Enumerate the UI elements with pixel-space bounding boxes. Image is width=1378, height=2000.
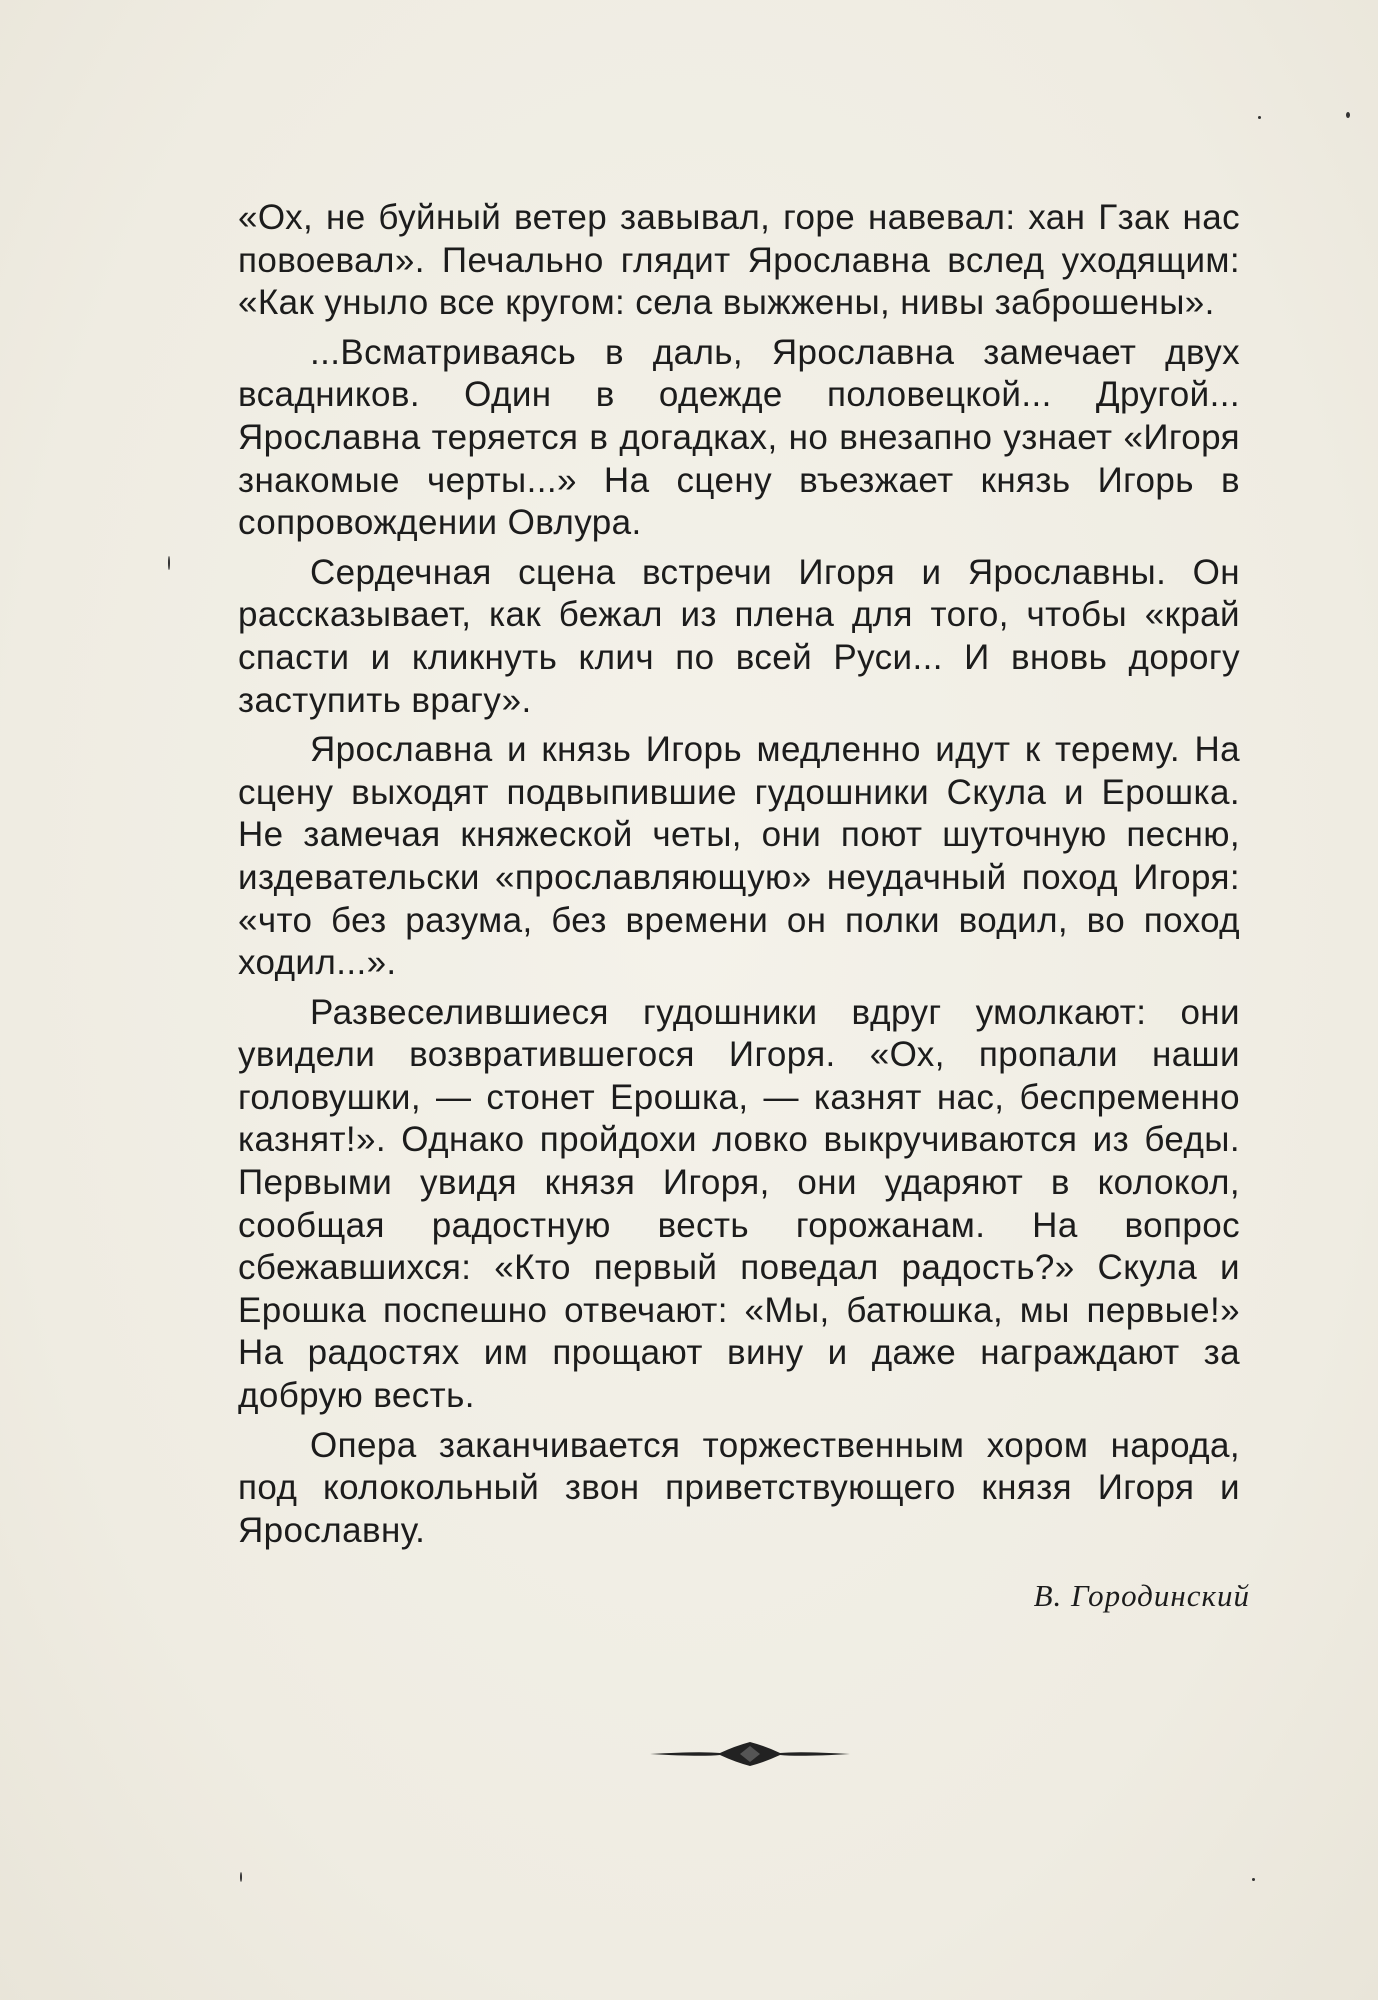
paragraph-6: Опера заканчивается торжественным хором народа, под колокольный звон приветствующего князя Игоря и Ярославну. [238,1425,1240,1550]
speck [1252,1878,1255,1881]
paragraph-3: Сердечная сцена встречи Игоря и Ярославны. Он рассказывает, как бежал из плена для того, чтобы «край спасти и кликнуть клич по всей Руси... И вновь дорогу заступить врагу». [238,552,1240,720]
speck [240,1872,242,1882]
paragraph-5: Развеселившиеся гудошники вдруг умолкают: они увидели возвратившегося Игоря. «Ох, пропали наши головушки, — стонет Ерошка, — казнят нас, беспременно казнят!». Однако пройдохи ловко выкручиваются из беды. Первыми увидя князя Игоря, они ударяют в колокол, сообщая радостную весть горожанам. На вопрос сбежавшихся: «Кто первый поведал радость?» Скула и Ерошка поспешно отвечают: «Мы, батюшка, мы первые!» На радостях им прощают вину и даже награждают за добрую весть. [238,992,1240,1416]
speck [168,556,170,570]
paragraph-4: Ярославна и князь Игорь медленно идут к терему. На сцену выходят подвыпившие гудошники Скула и Ерошка. Не замечая княжеской четы, они поют шуточную песню, издевательски «прославляющую» неудачный поход Игоря: «что без разума, без времени он полки водил, во поход ходил...». [238,730,1240,983]
paragraph-2: ...Всматриваясь в даль, Ярославна замечает двух всадников. Один в одежде половецкой... Другой... Ярославна теряется в догадках, но внезапно узнает «Игоря знакомые черты...» На сцену въезжает князь Игорь в сопровождении Овлура. [238,332,1240,543]
speck [1258,116,1261,119]
speck [1346,112,1350,118]
ornament-divider-icon [650,1738,850,1770]
author-signature: В. Городинский [1033,1578,1250,1613]
paragraph-1: «Ох, не буйный ветер завывал, горе навевал: хан Гзак нас повоевал». Печально глядит Ярославна вслед уходящим: «Как уныло все кругом: села выжжены, нивы заброшены». [238,198,1240,323]
body-text [238,197,1240,1559]
